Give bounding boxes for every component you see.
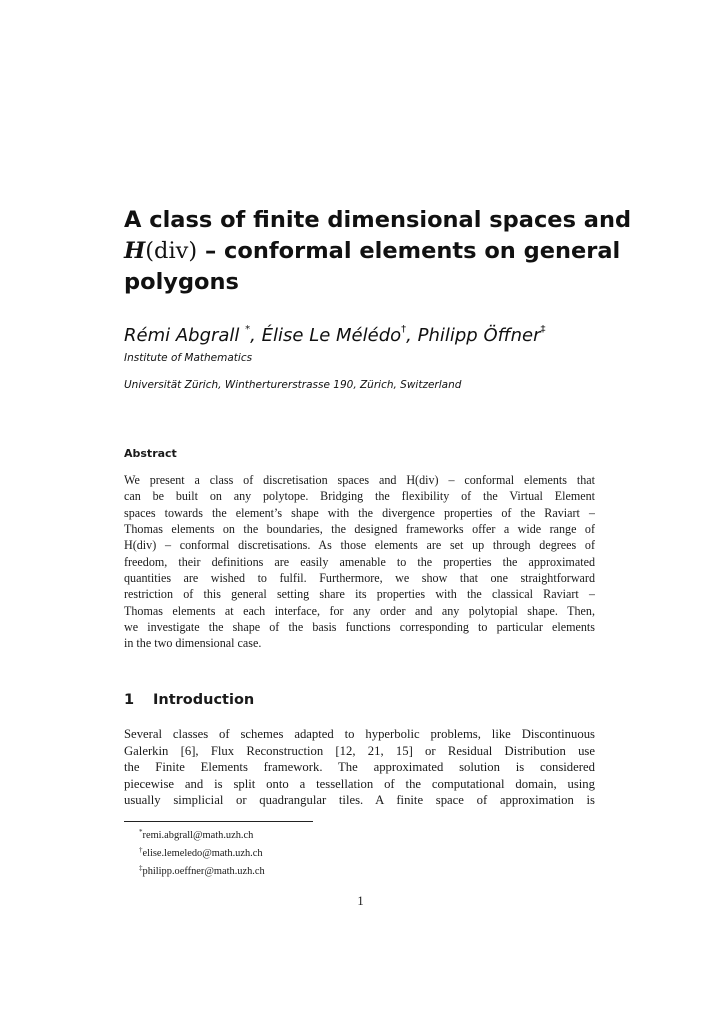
title-line-3: polygons xyxy=(124,269,239,295)
title-line-1: A class of finite dimensional spaces and xyxy=(124,207,632,233)
introduction-body xyxy=(124,726,595,809)
abstract-body xyxy=(124,472,595,652)
abstract-heading: Abstract xyxy=(124,447,177,460)
footnote-email[interactable]: philipp.oeffner@math.uzh.ch xyxy=(142,866,265,877)
section-number: 1 xyxy=(124,692,135,708)
affiliation-address: Universität Zürich, Wintherturerstrasse 190, Zürich, Switzerland xyxy=(124,379,462,391)
footnotes xyxy=(139,825,265,879)
abstract-line: we investigate the shape of the basis functions corresponding to particular elements xyxy=(124,620,595,635)
section-heading-introduction xyxy=(124,692,254,708)
abstract-line: can be built on any polytope. Bridging the flexibility of the Virtual Element xyxy=(124,489,595,504)
title-line-2 xyxy=(124,236,621,267)
author-list xyxy=(124,318,604,348)
author-separator: , xyxy=(250,325,256,346)
abstract-line: spaces towards the element’s shape with the divergence properties of the Raviart – xyxy=(124,505,595,520)
abstract-line: quantities are wished to fulfil. Furthermore, we show that one straightforward xyxy=(124,571,595,586)
author-footnote-mark[interactable]: ‡ xyxy=(540,324,546,335)
intro-line: Galerkin [6], Flux Reconstruction [12, 21, 15] or Residual Distribution use xyxy=(124,743,595,758)
title-math-variable: H xyxy=(124,238,146,264)
intro-line: usually simplicial or quadrangular tiles. A finite space of approximation is xyxy=(124,793,595,807)
abstract-line: restriction of this general setting share its properties with the classical Raviart – xyxy=(124,587,595,602)
abstract-line: freedom, their definitions are easily amenable to the properties the approximated xyxy=(124,554,595,569)
paper-title xyxy=(124,205,632,298)
author-footnote-mark[interactable]: † xyxy=(401,324,407,335)
author-name: Élise Le Mélédo xyxy=(261,325,402,346)
abstract-line: We present a class of discretisation spaces and H(div) – conformal elements that xyxy=(124,473,595,487)
footnote-item xyxy=(139,843,265,861)
author-separator: , xyxy=(406,325,412,346)
author-name: Philipp Öffner xyxy=(417,325,541,346)
footnote-item xyxy=(139,861,265,879)
abstract-line: Thomas elements at each interface, for any order and any polytopial shape. Then, xyxy=(124,603,595,618)
footnote-email[interactable]: elise.lemeledo@math.uzh.ch xyxy=(142,848,263,859)
page-number: 1 xyxy=(357,894,364,908)
author-footnote-mark[interactable]: * xyxy=(245,324,251,335)
intro-line: piecewise and is split onto a tessellation of the computational domain, using xyxy=(124,776,595,791)
title-math-h-div xyxy=(124,238,197,264)
footnote-mark: † xyxy=(139,846,143,854)
footnote-divider xyxy=(124,821,313,822)
author-name: Rémi Abgrall xyxy=(124,325,240,346)
title-math-argument: (div) xyxy=(145,238,198,264)
section-title: Introduction xyxy=(153,692,255,708)
intro-line: Several classes of schemes adapted to hyperbolic problems, like Discontinuous xyxy=(124,727,595,741)
footnote-email[interactable]: remi.abgrall@math.uzh.ch xyxy=(142,830,254,841)
footnote-mark: ‡ xyxy=(139,864,143,872)
abstract-line: Thomas elements on the boundaries, the designed frameworks offer a wide range of xyxy=(124,522,595,537)
affiliation-institute: Institute of Mathematics xyxy=(124,352,253,364)
abstract-line: in the two dimensional case. xyxy=(124,636,262,651)
title-line-2-rest: – conformal elements on general xyxy=(197,238,621,264)
intro-line: the Finite Elements framework. The approximated solution is considered xyxy=(124,760,595,774)
footnote-mark: * xyxy=(139,828,143,836)
footnote-item xyxy=(139,825,265,843)
abstract-line: H(div) – conformal discretisations. As those elements are set up through degrees of xyxy=(124,538,595,553)
